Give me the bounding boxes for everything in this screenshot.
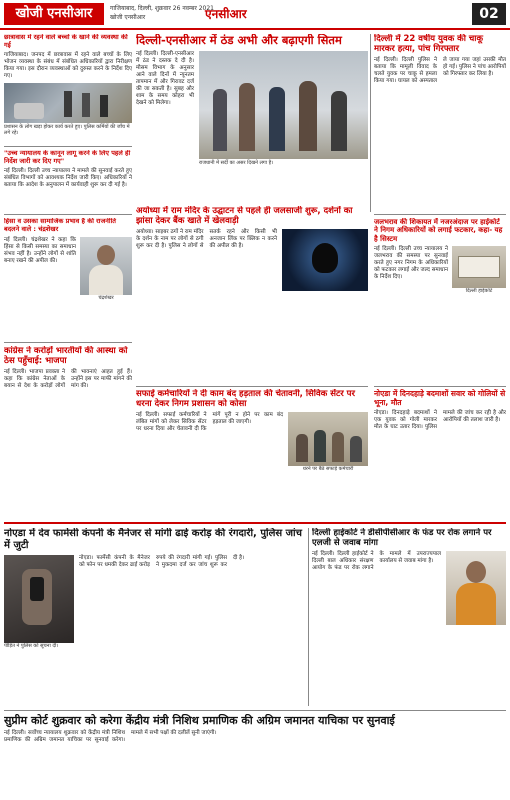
article-photo (282, 229, 368, 291)
article-photo-caption: दिल्ली हाईकोर्ट (465, 288, 493, 295)
dateline (110, 4, 214, 22)
article-supreme-court-bail (4, 714, 506, 796)
article-photo (4, 555, 74, 643)
article-body: नई दिल्ली। दिल्ली उच्च न्यायालय ने जलभराव की समस्या पर सुनवाई करते हुए नगर निगम के अधिकारियों को फटकार लगाई और जल्द समाधान के निर्देश दिए। (374, 246, 448, 281)
portrait-caption: चंद्रशेखर (98, 294, 114, 301)
article-chandrashekhar (4, 218, 132, 340)
article-delhi-stabbing (374, 34, 506, 212)
article-body: नोएडा। फार्मेसी कंपनी के मैनेजर को फोन पर धमकी देकर ढाई करोड़ रुपये की रंगदारी मांगी गई। पुलिस ने मुकदमा दर्ज कर जांच शुरू कर दी है। (79, 555, 245, 568)
article-body: नई दिल्ली। सफाई कर्मचारियों ने लंबित मांगों को लेकर सिविक सेंटर पर धरना दिया और चेतावनी दी कि मांगें पूरी न होने पर काम बंद हड़ताल की जाएगी। (136, 412, 283, 433)
article-headline: जलभराव की शिकायत में नजरअंदाज पर हाईकोर्ट ने निगम अधिकारियों को लगाई फटकार, कहा- यह है सिस्टम (374, 218, 503, 243)
article-dcpcr-fund (312, 528, 506, 706)
article-high-court-law (4, 150, 132, 212)
article-body: नई दिल्ली। सर्वोच्च न्यायालय शुक्रवार को केंद्रीय मंत्री निशिथ प्रमाणिक की अग्रिम जमानत याचिका पर सुनवाई करेगा। मामले में सभी पक्षों की दलीलें सुनी जाएंगी। (4, 730, 217, 744)
article-photo (199, 51, 368, 159)
brand-logo: खोजी एनसीआर (4, 3, 104, 25)
divider (4, 710, 506, 711)
masthead (0, 0, 510, 30)
article-body: नई दिल्ली। दिल्ली हाईकोर्ट ने दिल्ली बाल अधिकार संरक्षण आयोग के फंड पर रोक लगाने के मामले में उपराज्यपाल कार्यालय से जवाब मांगा है। (312, 551, 441, 572)
article-body: अयोध्या। साइबर ठगों ने राम मंदिर के दर्शन के नाम पर लोगों से ठगी शुरू कर दी है। पुलिस ने लोगों से सतर्क रहने और किसी भी अनजान लिंक पर क्लिक न करने की अपील की है। (136, 229, 277, 250)
article-waterlogging-hc (374, 218, 506, 384)
section-divider (4, 522, 506, 524)
article-headline: छात्रावास में रहने वाले बच्चों के खाने की व्यवस्था की गई (4, 34, 128, 49)
article-photo-caption: राजधानी में सर्दी का असर दिखने लगा है। (199, 159, 274, 166)
article-hostel-food (4, 34, 132, 144)
article-body: नई दिल्ली। भाजपा प्रवक्ता ने कहा कि कांग्रेस नेताओं के बयान से देश के करोड़ों लोगों की भावनाएं आहत हुई हैं। उन्होंने इस पर माफी मांगने की मांग की। (4, 369, 132, 390)
article-photo (4, 83, 132, 123)
dateline-line-1: गाजियाबाद, दिल्ली, शुक्रवार 26 नवम्बर 2021 (110, 5, 214, 12)
article-headline: दिल्ली में 22 वर्षीय युवक की चाकू मारकर हत्या, पांच गिरफ्तार (374, 34, 483, 55)
article-noida-extortion (4, 528, 304, 706)
article-ayodhya-fraud (136, 206, 368, 382)
article-body: नई दिल्ली। चंद्रशेखर ने कहा कि हिंसा से किसी समस्या का समाधान संभव नहीं है। उन्होंने लोगों से शांति बनाए रखने की अपील की। (4, 236, 76, 264)
article-headline: सफाई कर्मचारियों ने दी काम बंद हड़ताल की चेतावनी, सिविक सेंटर पर धरना देकर निगम प्रशासन को कोसा (136, 389, 355, 410)
article-headline: नोएडा में दिनदहाड़े बदमाशों सवार को गोलियों से भूना, मौत (374, 389, 506, 407)
article-sanitation-strike (136, 389, 368, 517)
divider (374, 214, 506, 215)
dateline-line-2: खोजी एनसीआर (110, 14, 146, 21)
article-body: नोएडा। दिनदहाड़े बदमाशों ने एक युवक को गोली मारकर मौत के घाट उतार दिया। पुलिस मामले की जांच कर रही है और आरोपियों की तलाश जारी है। (374, 410, 506, 430)
article-headline: दिल्ली हाईकोर्ट ने डीसीपीसीआर के फंड पर रोक लगाने पर एलजी से जवाब मांगा (312, 528, 492, 549)
divider (136, 386, 368, 387)
divider (4, 146, 132, 147)
divider (308, 528, 309, 706)
article-delhi-cold (136, 34, 368, 202)
article-photo-caption: पीड़ित ने पुलिस को सूचना दी। (4, 643, 59, 649)
divider (4, 214, 132, 215)
article-body: नई दिल्ली। दिल्ली पुलिस ने बताया कि मामूली विवाद के चलते युवक पर चाकू से हमला किया गया। घायल को अस्पताल ले जाया गया जहां उसकी मौत हो गई। पुलिस ने पांच आरोपियों को गिरफ्तार कर लिया है। (374, 57, 506, 85)
article-headline: हिंसा व उसका सामाजिक प्रभाव है की राजनीति बदलने वाले : चंद्रशेखर (4, 218, 116, 233)
article-headline: सुप्रीम कोर्ट शुक्रवार को करेगा केंद्रीय मंत्री निशिथ प्रमाणिक की अग्रिम जमानत याचिका पर सुनवाई (4, 714, 395, 727)
divider (374, 386, 506, 387)
article-photo (446, 551, 506, 625)
article-noida-shooting (374, 389, 506, 517)
article-body: गाजियाबाद। जनपद में छात्रावास में रहने वाले बच्चों के लिए भोजन व्यवस्था के संबंध में संबंधित अधिकारियों द्वारा निरीक्षण किया गया। इस दौरान व्यवस्थाओं को दुरुस्त करने के निर्देश दिए गए। (4, 51, 132, 79)
article-body: नई दिल्ली। दिल्ली-एनसीआर में ठंड ने दस्तक दे दी है। मौसम विभाग के अनुसार आने वाले दिनों में न्यूनतम तापमान में और गिरावट दर्ज की जा सकती है। सुबह और शाम के समय कोहरा भी देखने को मिलेगा। (136, 50, 194, 106)
article-body: नई दिल्ली। दिल्ली उच्च न्यायालय ने मामले की सुनवाई करते हुए संबंधित विभागों को आवश्यक निर्देश जारी किए। अधिकारियों ने बताया कि आदेश के अनुपालन में कार्यवाही शुरू कर दी गई है। (4, 167, 132, 188)
article-headline: नोएडा में देव फार्मेसी कंपनी के मैनेजर से मांगी ढाई करोड़ की रंगदारी, पुलिस जांच में जुटी (4, 528, 302, 551)
article-headline: अयोध्या में राम मंदिर के उद्घाटन से पहले ही जलसाजी शुरू, दर्शनों का झांसा देकर बैंक खाते में खेलवाड़ी (136, 206, 353, 227)
article-photo (452, 246, 506, 288)
divider (4, 342, 132, 343)
article-headline: दिल्ली-एनसीआर में ठंड अभी और बढ़ाएगी सितम (136, 34, 342, 47)
article-photo-caption: प्रशासन के लोग खड़ा होकर कार्य करते हुए। पुलिस कर्मियों की जाँच में लगे रहे। (4, 123, 130, 136)
article-photo (288, 412, 368, 466)
article-photo-caption: धरने पर बैठे सफाई कर्मचारी (302, 466, 354, 473)
article-headline: "उच्च न्यायालय के कानून लागू करने के लिए पहले ही निर्देश जारी कर दिए गए" (4, 150, 131, 165)
portrait-photo (80, 237, 132, 295)
article-congress-bjp (4, 346, 132, 504)
section-title: एनसीआर (205, 7, 247, 21)
divider (370, 34, 371, 212)
article-headline: कांग्रेस ने करोड़ों भारतीयों की आस्था को ठेस पहुँचाई: भाजपा (4, 346, 128, 367)
page-number: 02 (472, 3, 506, 25)
